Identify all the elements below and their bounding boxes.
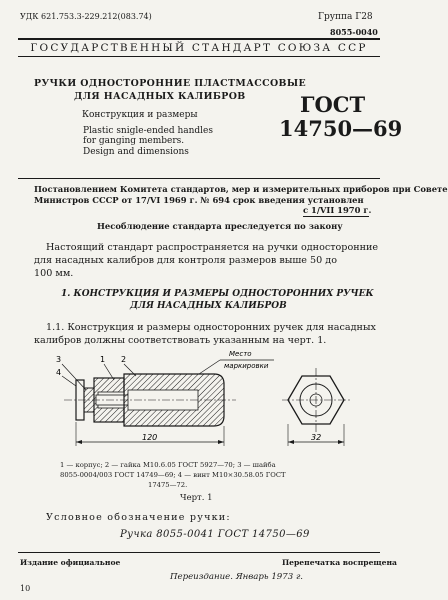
title-en-line1: Plastic snigle-ended handles [83,126,213,136]
footer-reissue: Переиздание. Январь 1973 г. [170,572,304,582]
footer-official: Издание официальное [20,558,121,567]
drawing-figure-1 [24,350,376,462]
footer-rule [18,552,380,553]
dim-length-label: 120 [142,433,158,442]
intro-line3: 100 мм. [34,268,74,279]
para-line1: 1.1. Конструкция и размеры односторонних ручек для насадных [46,322,376,333]
decree-rule [18,178,380,179]
decree-law: Несоблюдение стандарта преследуется по закону [97,221,343,231]
title-ru-line2: ДЛЯ НАСАДНЫХ КАЛИБРОВ [74,91,246,102]
intro-line1: Настоящий стандарт распространяется на ручки односторонние [46,242,379,253]
callout-2: 2 [121,355,127,364]
legend-line3: 17475—72. [148,481,188,489]
callout-3: 3 [56,355,62,364]
section-heading-line2: ДЛЯ НАСАДНЫХ КАЛИБРОВ [130,301,287,311]
callout-1: 1 [100,355,106,364]
example-label: Условное обозначение ручки: [46,512,231,523]
banner-rule [18,56,380,57]
marking-leader [199,360,220,374]
udc-code: УДК 621.753.3-229.212(083.74) [20,12,152,21]
gost-number: 14750—69 [279,116,403,141]
legend-line1: 1 — корпус; 2 — гайка М10.6.05 ГОСТ 5927—70; 3 — шайба [60,461,276,469]
callout-4: 4 [56,368,62,377]
page-number: 10 [20,584,31,593]
catalog-code: 8055-0040 [330,27,378,37]
dim-width-label: 32 [311,433,322,442]
handle-side-view [62,360,274,446]
decree-date: с 1/VII 1970 г. [303,205,372,215]
title-en-line2: for ganging members. [83,136,185,147]
section-heading-line1: 1. КОНСТРУКЦИЯ И РАЗМЕРЫ ОДНОСТОРОННИХ РУЧЕК [61,289,374,299]
title-ru-line1: РУЧКИ ОДНОСТОРОННИЕ ПЛАСТМАССОВЫЕ [34,78,307,89]
top-rule [18,38,380,40]
banner: ГОСУДАРСТВЕННЫЙ СТАНДАРТ СОЮЗА ССР [30,42,368,54]
marking-label-1: Место [229,350,252,358]
example-value: Ручка 8055-0041 ГОСТ 14750—69 [120,529,310,540]
intro-line2: для насадных калибров для контроля размеров выше 50 до [34,255,337,266]
marking-label-2: маркировки [224,362,269,370]
title-en-line3: Design and dimensions [83,146,189,157]
title-en [83,126,213,157]
gost-label: ГОСТ [300,92,366,117]
decree-date-underline [303,216,369,217]
para-line2: калибров должны соответствовать указанным на черт. 1. [34,335,327,346]
group-code: Группа Г28 [318,12,373,22]
footer-reprint: Перепечатка воспрещена [282,558,397,567]
title-ru-sub: Конструкция и размеры [82,110,198,120]
decree-line1: Постановлением Комитета стандартов, мер и измерительных приборов при Совете [34,184,448,194]
figure-caption: Черт. 1 [180,493,213,503]
legend-line2: 8055-0004/003 ГОСТ 14749—69; 4 — винт М10×30.58.05 ГОСТ [60,471,286,479]
decree-line2: Министров СССР от 17/VI 1969 г. № 694 срок введения установлен [34,195,364,205]
